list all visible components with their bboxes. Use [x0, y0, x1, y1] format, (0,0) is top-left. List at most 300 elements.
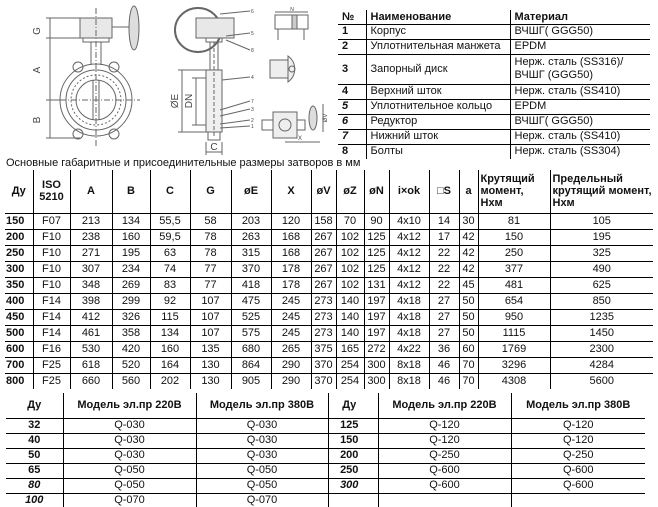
dims-cell: 22: [429, 277, 459, 293]
parts-header-material: Материал: [510, 10, 650, 24]
actuator-cell-m220: Q-030: [63, 448, 196, 463]
dims-cell: 197: [364, 325, 389, 341]
actuator-row: [321, 418, 645, 433]
dims-cell: 202: [150, 373, 190, 389]
dims-cell: 245: [271, 325, 311, 341]
actuator-cell-m380: Q-070: [196, 493, 328, 507]
dims-cell: 398: [70, 293, 112, 309]
dims-cell: 370: [311, 357, 336, 373]
part-num: 4: [338, 84, 366, 99]
dims-cell: 481: [478, 277, 550, 293]
callout-5: 5: [251, 31, 254, 37]
dims-cell: 800: [5, 373, 33, 389]
dims-cell: 135: [190, 341, 231, 357]
dims-header-cell: □S: [429, 170, 459, 213]
dims-cell: 2300: [550, 341, 653, 357]
parts-header-name: Наименование: [366, 10, 510, 24]
actuator-cell-m380: Q-120: [511, 433, 645, 448]
dims-row: [5, 357, 653, 373]
dims-cell: F10: [33, 277, 70, 293]
dims-cell: 164: [150, 357, 190, 373]
dims-row: [5, 373, 653, 389]
dims-cell: 168: [271, 229, 311, 245]
dims-cell: 45: [459, 277, 478, 293]
dims-cell: 50: [459, 309, 478, 325]
dims-cell: 490: [550, 261, 653, 277]
actuator-cell-du: 50: [6, 448, 63, 463]
callout-6: 6: [251, 9, 254, 15]
actuator-cell-du: 32: [6, 418, 63, 433]
dims-header-cell: G: [190, 170, 231, 213]
dims-cell: 125: [364, 245, 389, 261]
dims-cell: 140: [336, 325, 364, 341]
parts-row: [338, 84, 650, 99]
actuator-cell-du: [321, 493, 378, 507]
dims-cell: 273: [311, 309, 336, 325]
label-a: A: [32, 66, 43, 74]
dims-cell: 271: [70, 245, 112, 261]
dims-row: [5, 309, 653, 325]
dims-cell: 254: [336, 373, 364, 389]
dims-cell: 140: [336, 309, 364, 325]
actuator-row: [6, 478, 328, 493]
label-dn: DN: [184, 93, 195, 109]
dims-cell: 245: [271, 293, 311, 309]
dims-cell: 55,5: [150, 213, 190, 229]
dims-cell: 680: [231, 341, 271, 357]
callout-7: 7: [251, 99, 254, 105]
actuator-cell-m220: [378, 493, 511, 507]
dims-cell: 46: [429, 357, 459, 373]
actuator-row: [6, 493, 328, 507]
dims-cell: 350: [5, 277, 33, 293]
dims-header-cell: øN: [364, 170, 389, 213]
dims-cell: 70: [336, 213, 364, 229]
dims-cell: 3296: [478, 357, 550, 373]
dims-cell: 125: [364, 229, 389, 245]
actuator-row: [6, 433, 328, 448]
dims-cell: 107: [190, 325, 231, 341]
actuator-row: [321, 448, 645, 463]
dims-cell: 8x18: [389, 357, 429, 373]
dims-cell: 22: [429, 261, 459, 277]
actuator-cell-du: 200: [321, 448, 378, 463]
part-name: Запорный диск: [366, 54, 510, 84]
dims-cell: 864: [231, 357, 271, 373]
actuator-row: [321, 433, 645, 448]
dims-cell: 307: [70, 261, 112, 277]
dims-cell: 42: [459, 245, 478, 261]
butterfly-valve-drawing: [30, 0, 330, 158]
dims-cell: 905: [231, 373, 271, 389]
dims-cell: 17: [429, 229, 459, 245]
part-num: 1: [338, 24, 366, 39]
actuator-cell-m380: Q-050: [196, 463, 328, 478]
dims-cell: 4x10: [389, 213, 429, 229]
label-b: B: [32, 116, 43, 124]
dims-cell: 234: [112, 261, 150, 277]
actuator-cell-m380: Q-030: [196, 418, 328, 433]
dims-cell: 300: [364, 373, 389, 389]
dims-cell: 370: [231, 261, 271, 277]
dims-cell: 299: [112, 293, 150, 309]
part-num: 5: [338, 99, 366, 114]
dims-cell: 150: [5, 213, 33, 229]
dims-caption: Основные габаритные и присоединительные размеры затворов в мм: [6, 157, 361, 169]
dims-row: [5, 277, 653, 293]
dims-cell: 50: [459, 293, 478, 309]
dims-cell: 213: [70, 213, 112, 229]
parts-table: [338, 10, 650, 159]
part-material: Нерж. сталь (SS410): [510, 129, 650, 144]
dims-cell: 315: [231, 245, 271, 261]
actuator-row: [321, 478, 645, 493]
parts-row: [338, 24, 650, 39]
actuator-cell-m380: Q-600: [511, 463, 645, 478]
valve-technical-drawing: [30, 0, 330, 158]
actuator-header-row: [321, 393, 645, 418]
actuator-cell-du: 65: [6, 463, 63, 478]
callout-2: 2: [251, 118, 254, 124]
dims-cell: 130: [190, 373, 231, 389]
actuator-cell-m220: Q-600: [378, 478, 511, 493]
part-num: 2: [338, 39, 366, 54]
dims-cell: 370: [311, 373, 336, 389]
dims-cell: 560: [112, 373, 150, 389]
dims-header-cell: A: [70, 170, 112, 213]
actuator-row: [6, 418, 328, 433]
dims-cell: 150: [478, 229, 550, 245]
dims-cell: 36: [429, 341, 459, 357]
dims-cell: 450: [5, 309, 33, 325]
dims-cell: 520: [112, 357, 150, 373]
dims-cell: 58: [190, 213, 231, 229]
dims-cell: 63: [150, 245, 190, 261]
dims-cell: 267: [311, 277, 336, 293]
label-c: C: [210, 142, 218, 153]
dims-cell: 78: [190, 245, 231, 261]
dims-header-cell: Крутящий момент, Нхм: [478, 170, 550, 213]
dims-cell: 265: [271, 341, 311, 357]
parts-row: [338, 114, 650, 129]
dims-cell: 575: [231, 325, 271, 341]
actuator-header-220: Модель эл.пр 220В: [63, 393, 196, 418]
actuator-cell-m380: Q-250: [511, 448, 645, 463]
actuator-header-380: Модель эл.пр 380В: [196, 393, 328, 418]
dims-cell: 102: [336, 229, 364, 245]
dims-cell: 250: [478, 245, 550, 261]
actuator-header-du: Ду: [321, 393, 378, 418]
parts-row: [338, 99, 650, 114]
dims-cell: 115: [150, 309, 190, 325]
dims-row: [5, 293, 653, 309]
dims-cell: 530: [70, 341, 112, 357]
dims-cell: 102: [336, 261, 364, 277]
dims-cell: 120: [271, 213, 311, 229]
dims-cell: 178: [271, 277, 311, 293]
actuator-cell-m220: Q-050: [63, 478, 196, 493]
dims-header-cell: a: [459, 170, 478, 213]
dims-header-cell: øV: [311, 170, 336, 213]
part-name: Уплотнительная манжета: [366, 39, 510, 54]
dims-cell: 60: [459, 341, 478, 357]
dims-cell: 4x12: [389, 277, 429, 293]
actuator-cell-m220: Q-600: [378, 463, 511, 478]
dims-header-cell: B: [112, 170, 150, 213]
dims-cell: 654: [478, 293, 550, 309]
dims-cell: 600: [5, 341, 33, 357]
dims-cell: 4x18: [389, 293, 429, 309]
callout-3: 3: [251, 107, 254, 113]
dims-cell: 273: [311, 325, 336, 341]
dims-cell: F16: [33, 341, 70, 357]
actuator-cell-m380: Q-030: [196, 448, 328, 463]
dims-cell: 358: [112, 325, 150, 341]
actuator-cell-m380: Q-030: [196, 433, 328, 448]
dimensions-table: [5, 170, 653, 389]
dims-cell: 195: [112, 245, 150, 261]
actuator-cell-m220: Q-120: [378, 418, 511, 433]
actuator-cell-du: 100: [6, 493, 63, 507]
dims-cell: 375: [311, 341, 336, 357]
dims-row: [5, 341, 653, 357]
dims-cell: 700: [5, 357, 33, 373]
actuator-cell-m380: Q-120: [511, 418, 645, 433]
dims-cell: 83: [150, 277, 190, 293]
dims-cell: F10: [33, 245, 70, 261]
part-name: Редуктор: [366, 114, 510, 129]
actuator-cell-m380: Q-050: [196, 478, 328, 493]
dims-cell: 130: [190, 357, 231, 373]
dims-cell: 300: [5, 261, 33, 277]
dims-cell: 30: [459, 213, 478, 229]
part-name: Уплотнительное кольцо: [366, 99, 510, 114]
actuator-table-right: [321, 393, 645, 507]
dims-cell: 4x12: [389, 261, 429, 277]
parts-header-num: №: [338, 10, 366, 24]
dims-cell: 461: [70, 325, 112, 341]
dims-cell: 418: [231, 277, 271, 293]
part-material: EPDM: [510, 39, 650, 54]
dims-cell: 1235: [550, 309, 653, 325]
dims-cell: 125: [364, 261, 389, 277]
part-num: 8: [338, 144, 366, 159]
part-num: 7: [338, 129, 366, 144]
actuator-cell-du: 150: [321, 433, 378, 448]
dims-cell: 81: [478, 213, 550, 229]
callout-1: 1: [251, 124, 254, 130]
label-v: ØV: [323, 113, 329, 123]
dims-cell: 1769: [478, 341, 550, 357]
label-x: X: [297, 136, 303, 142]
dims-cell: F25: [33, 357, 70, 373]
actuator-cell-du: 250: [321, 463, 378, 478]
dims-header-cell: ISO 5210: [33, 170, 70, 213]
callout-8: 8: [251, 48, 254, 54]
dims-cell: 4284: [550, 357, 653, 373]
dims-cell: 290: [271, 373, 311, 389]
dims-cell: 158: [311, 213, 336, 229]
dims-cell: 77: [190, 261, 231, 277]
parts-row: [338, 54, 650, 84]
dims-cell: 325: [550, 245, 653, 261]
dims-cell: 74: [150, 261, 190, 277]
dims-cell: 1115: [478, 325, 550, 341]
dims-cell: 105: [550, 213, 653, 229]
dims-cell: 273: [311, 293, 336, 309]
actuator-cell-m380: [511, 493, 645, 507]
dims-cell: 92: [150, 293, 190, 309]
dims-cell: 500: [5, 325, 33, 341]
parts-header-row: [338, 10, 650, 24]
actuator-row: [6, 463, 328, 478]
callout-4: 4: [251, 75, 254, 81]
actuator-row: [6, 448, 328, 463]
dims-cell: 254: [336, 357, 364, 373]
part-material: ВЧШГ( GGG50): [510, 114, 650, 129]
dims-cell: 412: [70, 309, 112, 325]
actuator-row: [321, 493, 645, 507]
dims-cell: 14: [429, 213, 459, 229]
dims-cell: 660: [70, 373, 112, 389]
dims-cell: 160: [150, 341, 190, 357]
dims-cell: 4x22: [389, 341, 429, 357]
dims-header-cell: Предельный крутящий момент, Нхм: [552, 173, 652, 210]
dims-cell: 377: [478, 261, 550, 277]
dims-cell: 950: [478, 309, 550, 325]
dims-cell: 4x12: [389, 245, 429, 261]
dims-header-cell: øZ: [336, 170, 364, 213]
part-name: Верхний шток: [366, 84, 510, 99]
part-material: Нерж. сталь (SS410): [510, 84, 650, 99]
dims-cell: 102: [336, 277, 364, 293]
dims-cell: F14: [33, 325, 70, 341]
dims-cell: 102: [336, 245, 364, 261]
dims-cell: 1450: [550, 325, 653, 341]
dims-cell: 50: [459, 325, 478, 341]
dims-row: [5, 245, 653, 261]
dims-row: [5, 325, 653, 341]
actuator-cell-du: 300: [321, 478, 378, 493]
dims-cell: 348: [70, 277, 112, 293]
dims-cell: 238: [70, 229, 112, 245]
dims-cell: 195: [550, 229, 653, 245]
dims-cell: F14: [33, 293, 70, 309]
label-e: ØE: [170, 93, 181, 109]
dims-cell: 131: [364, 277, 389, 293]
dims-cell: F14: [33, 309, 70, 325]
actuator-cell-m220: Q-050: [63, 463, 196, 478]
dims-cell: 5600: [550, 373, 653, 389]
dims-cell: 269: [112, 277, 150, 293]
dims-cell: 27: [429, 309, 459, 325]
actuator-cell-m220: Q-030: [63, 433, 196, 448]
dims-cell: 4x18: [389, 309, 429, 325]
dims-cell: 168: [271, 245, 311, 261]
dims-cell: 850: [550, 293, 653, 309]
part-material: Нерж. сталь (SS316)/ ВЧШГ (GGG50): [510, 54, 650, 84]
dims-cell: 420: [112, 341, 150, 357]
dims-cell: 197: [364, 309, 389, 325]
part-name: Нижний шток: [366, 129, 510, 144]
actuator-cell-du: 40: [6, 433, 63, 448]
dims-row: [5, 213, 653, 229]
dims-cell: 400: [5, 293, 33, 309]
dims-cell: 267: [311, 245, 336, 261]
dims-cell: 525: [231, 309, 271, 325]
dims-cell: 160: [112, 229, 150, 245]
actuator-header-row: [6, 393, 328, 418]
dims-row: [5, 229, 653, 245]
part-material: ВЧШГ( GGG50): [510, 24, 650, 39]
dims-cell: 272: [364, 341, 389, 357]
dims-cell: 165: [336, 341, 364, 357]
actuator-cell-m220: Q-120: [378, 433, 511, 448]
dims-cell: F10: [33, 261, 70, 277]
actuator-row: [321, 463, 645, 478]
dims-cell: 8x18: [389, 373, 429, 389]
dims-cell: 475: [231, 293, 271, 309]
dims-cell: 90: [364, 213, 389, 229]
part-name: Болты: [366, 144, 510, 159]
dims-cell: 42: [459, 229, 478, 245]
dims-cell: 27: [429, 293, 459, 309]
actuator-cell-m380: Q-600: [511, 478, 645, 493]
dims-cell: 203: [231, 213, 271, 229]
dims-header-cell: Ду: [5, 170, 33, 213]
dims-header-cell: øE: [231, 170, 271, 213]
dims-cell: 4x18: [389, 325, 429, 341]
dims-cell: F10: [33, 229, 70, 245]
dims-header-cell: C: [150, 170, 190, 213]
part-material: Нерж. сталь (SS304): [514, 145, 621, 158]
label-g: G: [32, 27, 43, 35]
dims-cell: 59,5: [150, 229, 190, 245]
dims-cell: 245: [271, 309, 311, 325]
dims-cell: 267: [311, 261, 336, 277]
actuator-header-du: Ду: [6, 393, 63, 418]
dims-cell: 300: [364, 357, 389, 373]
dims-cell: 134: [112, 213, 150, 229]
dims-cell: 178: [271, 261, 311, 277]
dims-cell: 267: [311, 229, 336, 245]
dims-cell: 107: [190, 293, 231, 309]
actuator-cell-du: 80: [6, 478, 63, 493]
actuator-header-220: Модель эл.пр 220В: [378, 393, 511, 418]
dims-cell: F25: [33, 373, 70, 389]
dims-header-cell: i×ok: [389, 170, 429, 213]
actuator-cell-m220: Q-070: [63, 493, 196, 507]
parts-row: [338, 144, 650, 159]
dims-cell: 618: [70, 357, 112, 373]
parts-row: [338, 129, 650, 144]
dims-cell: 290: [271, 357, 311, 373]
dims-cell: 326: [112, 309, 150, 325]
dims-cell: 46: [429, 373, 459, 389]
dims-cell: 4308: [478, 373, 550, 389]
part-material: EPDM: [510, 99, 650, 114]
dims-cell: 42: [459, 261, 478, 277]
part-num: 3: [338, 54, 366, 84]
handwheel-shape: [129, 6, 139, 50]
dims-cell: 625: [550, 277, 653, 293]
dims-header-row: [5, 170, 653, 213]
dims-cell: 27: [429, 325, 459, 341]
actuator-table-left: [6, 393, 329, 507]
dims-cell: 4x12: [389, 229, 429, 245]
dims-cell: 77: [190, 277, 231, 293]
dims-cell: 78: [190, 229, 231, 245]
